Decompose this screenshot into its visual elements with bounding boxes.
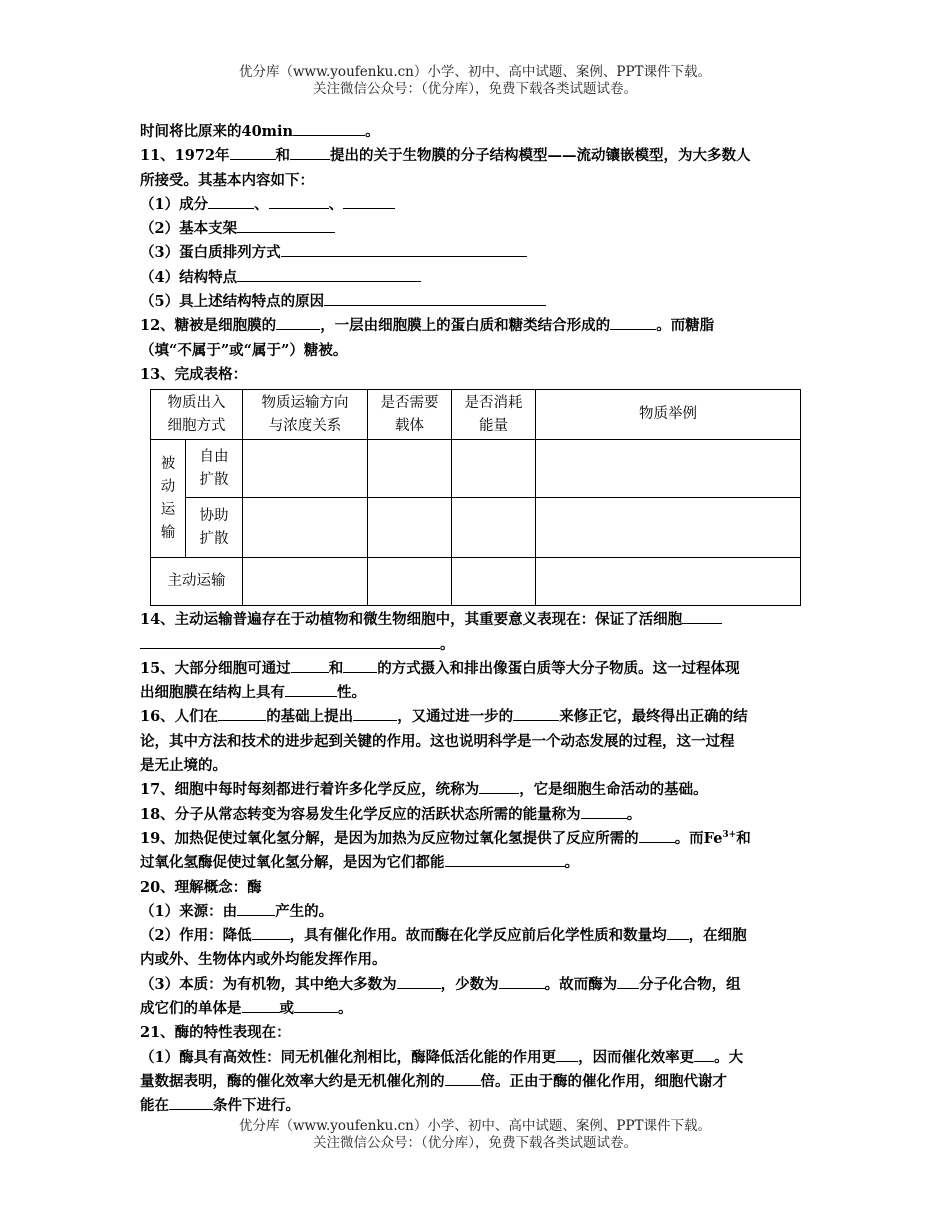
q20-item-1: （1）来源：由 产生的。 — [140, 900, 812, 924]
q11-item-3: （3）蛋白质排列方式 — [140, 241, 812, 265]
answer-cell[interactable] — [536, 440, 801, 498]
q11-item-5: （5）具上述结构特点的原因 — [140, 290, 812, 314]
table-row — [151, 440, 801, 498]
q21-item-1-cont: 量数据表明，酶的催化效率大约是无机催化剂的 倍。正由于酶的催化作用，细胞代谢才 — [140, 1070, 812, 1094]
answer-cell[interactable] — [452, 440, 536, 498]
page-header — [0, 64, 950, 98]
blank[interactable] — [291, 657, 329, 673]
blank[interactable] — [269, 193, 329, 209]
q20-item-2: （2）作用：降低 ，具有催化作用。故而酶在化学反应前后化学性质和数量均 ，在细胞 — [140, 924, 812, 948]
blank[interactable] — [140, 633, 440, 649]
blank[interactable] — [353, 705, 397, 721]
header-example: 物质举例 — [536, 390, 801, 440]
q15-line-2: 出细胞膜在结构上具有 性。 — [140, 681, 812, 705]
q17: 17、细胞中每时每刻都进行着许多化学反应，统称为 ，它是细胞生命活动的基础。 — [140, 778, 812, 802]
q21-item-1: （1）酶具有高效性：同无机催化剂相比，酶降低活化能的作用更 ，因而催化效率更 。大 — [140, 1046, 812, 1070]
passive-transport-label: 被 动 运 输 — [151, 440, 186, 558]
answer-cell[interactable] — [452, 558, 536, 606]
blank[interactable] — [682, 608, 722, 624]
blank[interactable] — [556, 1046, 578, 1062]
blank[interactable] — [513, 705, 559, 721]
q16-line-3: 是无止境的。 — [140, 757, 227, 775]
active-transport-label: 主动运输 — [151, 558, 243, 606]
blank[interactable] — [294, 997, 338, 1013]
blank[interactable] — [343, 657, 377, 673]
blank[interactable] — [610, 314, 656, 330]
q13-title: 13、完成表格： — [140, 365, 248, 383]
q11-item-4: （4）结构特点 — [140, 266, 812, 290]
blank[interactable] — [445, 1070, 481, 1086]
table-header-row — [151, 390, 801, 440]
answer-cell[interactable] — [452, 498, 536, 558]
blank[interactable] — [242, 997, 280, 1013]
q20-item-2-cont: 内或外、生物体内或外均能发挥作用。 — [140, 951, 387, 969]
blank[interactable] — [445, 851, 565, 867]
header-line-2: 关注微信公众号：（优分库），免费下载各类试题试卷。 — [313, 81, 637, 97]
blank[interactable] — [276, 314, 320, 330]
blank[interactable] — [237, 266, 421, 282]
answer-cell[interactable] — [368, 558, 452, 606]
q12-line-1: 12、糖被是细胞膜的 ，一层由细胞膜上的蛋白质和糖类结合形成的 。而糖脂 — [140, 314, 812, 338]
blank[interactable] — [230, 144, 276, 160]
page-footer — [0, 1118, 950, 1152]
blank[interactable] — [169, 1094, 213, 1110]
q21-title: 21、酶的特性表现在： — [140, 1024, 291, 1042]
footer-line-2: 关注微信公众号：（优分库），免费下载各类试题试卷。 — [313, 1135, 637, 1151]
q11-item-2: （2）基本支架 — [140, 217, 812, 241]
q18: 18、分子从常态转变为容易发生化学反应的活跃状态所需的能量称为 。 — [140, 803, 812, 827]
blank[interactable] — [290, 144, 330, 160]
q21-item-1-cont-2: 能在 条件下进行。 — [140, 1094, 812, 1118]
q19-line-1: 19、加热促使过氧化氢分解，是因为加热为反应物过氧化氢提供了反应所需的 。而$Fe^{3+}$和 — [140, 827, 812, 851]
answer-cell[interactable] — [243, 558, 368, 606]
answer-cell[interactable] — [536, 498, 801, 558]
answer-cell[interactable] — [243, 440, 368, 498]
worksheet-body — [140, 120, 812, 1119]
header-energy: 是否消耗 能量 — [452, 390, 536, 440]
table-row — [151, 498, 801, 558]
q14-line-2: 。 — [140, 633, 812, 657]
blank[interactable] — [281, 241, 527, 257]
free-diffusion-label: 自由 扩散 — [186, 440, 243, 498]
q16-line-1: 16、人们在 的基础上提出 ，又通过进一步的 来修正它，最终得出正确的结 — [140, 705, 812, 729]
blank[interactable] — [237, 900, 275, 916]
blank[interactable] — [285, 681, 337, 697]
blank[interactable] — [667, 924, 689, 940]
blank[interactable] — [397, 973, 441, 989]
q20-item-3: （3）本质：为有机物，其中绝大多数为 ，少数为 。故而酶为 分子化合物，组 — [140, 973, 812, 997]
assisted-diffusion-label: 协助 扩散 — [186, 498, 243, 558]
blank[interactable] — [218, 705, 266, 721]
blank[interactable] — [694, 1046, 714, 1062]
answer-cell[interactable] — [536, 558, 801, 606]
answer-cell[interactable] — [243, 498, 368, 558]
q20-item-3-cont: 成它们的单体是 或 。 — [140, 997, 812, 1021]
q11-line-1: 11、1972年 和 提出的关于生物膜的分子结构模型——流动镶嵌模型，为大多数人 — [140, 144, 812, 168]
q19-line-2: 过氧化氢酶促使过氧化氢分解，是因为它们都能 。 — [140, 851, 812, 875]
blank[interactable] — [293, 120, 365, 136]
blank[interactable] — [639, 827, 675, 843]
answer-cell[interactable] — [368, 440, 452, 498]
blank[interactable] — [324, 290, 546, 306]
q15-line-1: 15、大部分细胞可通过 和 的方式摄入和排出像蛋白质等大分子物质。这一过程体现 — [140, 657, 812, 681]
blank[interactable] — [237, 217, 335, 233]
q20-title: 20、理解概念：酶 — [140, 878, 262, 896]
blank[interactable] — [343, 193, 395, 209]
q16-line-2: 论，其中方法和技术的进步起到关键的作用。这也说明科学是一个动态发展的过程，这一过程 — [140, 732, 735, 750]
q10-tail: 时间将比原来的40min 。 — [140, 120, 812, 144]
blank[interactable] — [581, 803, 627, 819]
header-direction: 物质运输方向 与浓度关系 — [243, 390, 368, 440]
answer-cell[interactable] — [368, 498, 452, 558]
q11-line-2: 所接受。其基本内容如下： — [140, 171, 314, 189]
blank[interactable] — [208, 193, 254, 209]
q14-line-1: 14、主动运输普遍存在于动植物和微生物细胞中，其重要意义表现在：保证了活细胞 — [140, 608, 812, 632]
footer-line-1: 优分库（www.youfenku.cn）小学、初中、高中试题、案例、PPT课件下载。 — [238, 1118, 712, 1134]
header-line-1: 优分库（www.youfenku.cn）小学、初中、高中试题、案例、PPT课件下载。 — [238, 64, 712, 80]
blank[interactable] — [499, 973, 545, 989]
q12-line-2: （填“不属于”或“属于”）糖被。 — [140, 341, 348, 359]
blank[interactable] — [252, 924, 290, 940]
blank[interactable] — [479, 778, 519, 794]
table-row — [151, 558, 801, 606]
header-mode: 物质出入 细胞方式 — [151, 390, 243, 440]
blank[interactable] — [617, 973, 639, 989]
transport-table — [150, 389, 801, 606]
header-carrier: 是否需要 载体 — [368, 390, 452, 440]
q11-item-1: （1）成分 、 、 — [140, 193, 812, 217]
